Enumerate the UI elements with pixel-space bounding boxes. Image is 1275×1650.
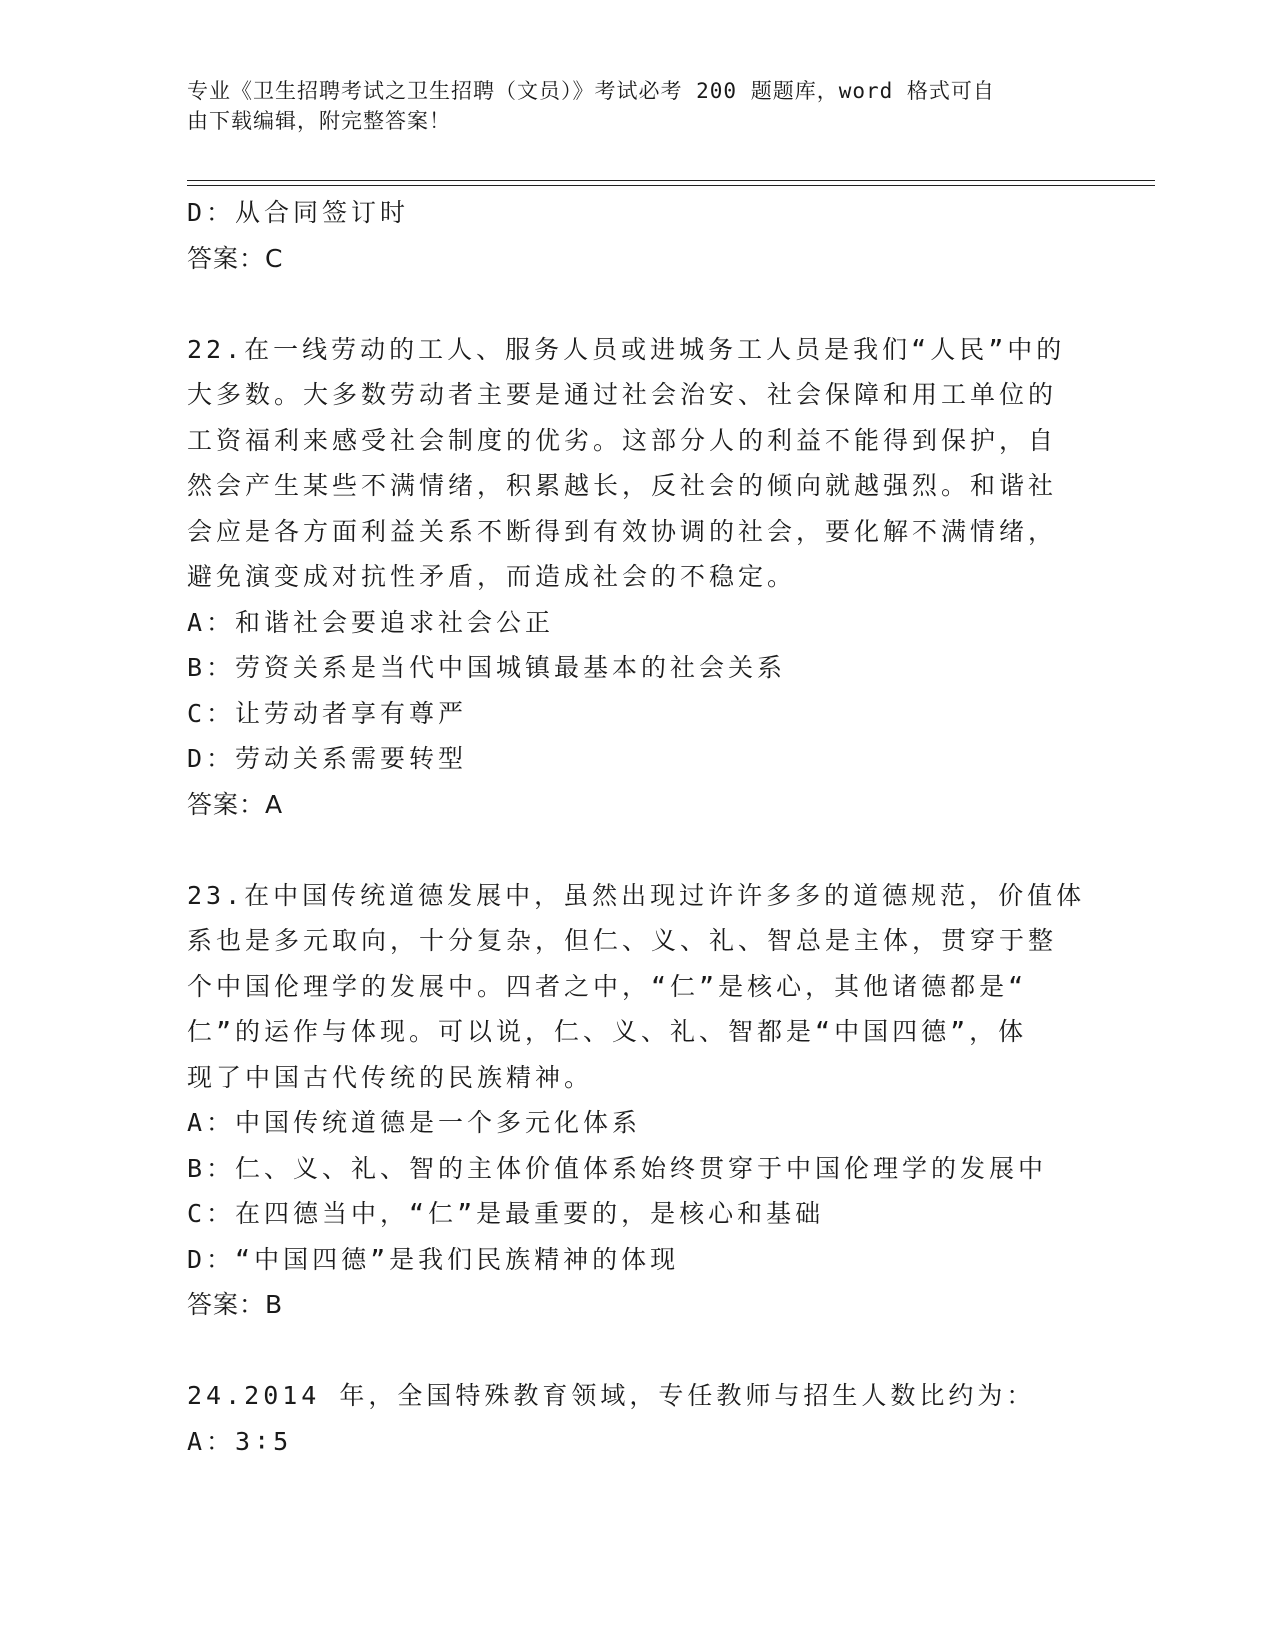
option-a: A：3∶5 [187,1426,293,1456]
answer-line: 答案：C [187,243,284,273]
question-text-line: 个中国伦理学的发展中。四者之中，“仁”是核心，其他诸德都是“ [187,971,1028,1001]
question-text-line: 大多数。大多数劳动者主要是通过社会治安、社会保障和用工单位的 [187,380,1058,409]
spacer [187,281,1087,327]
question-22 [187,327,1087,828]
question-text-line: 现了中国古代传统的民族精神。 [187,1062,594,1092]
option-a: A：中国传统道德是一个多元化体系 [187,1108,642,1137]
header-line-2: 由下载编辑，附完整答案！ [187,109,451,133]
header-divider-top [187,180,1155,181]
question-text-line: 然会产生某些不满情绪，积累越长，反社会的倾向就越强烈。和谐社 [187,471,1058,500]
header-line-1: 专业《卫生招聘考试之卫生招聘（文员）》考试必考 200 题题库，word 格式可自 [187,79,995,103]
document-body [187,190,1087,1464]
spacer [187,1328,1087,1374]
option-a: A：和谐社会要追求社会公正 [187,607,555,637]
question-text-line: 22.在一线劳动的工人、服务人员或进城务工人员是我们“人民”中的 [187,334,1066,364]
question-text-line: 会应是各方面利益关系不断得到有效协调的社会，要化解不满情绪， [187,516,1058,546]
option-d: D：“中国四德”是我们民族精神的体现 [187,1244,680,1274]
document-header [187,76,1067,136]
question-text-line: 24.2014 年，全国特殊教育领域，专任教师与招生人数比约为： [187,1381,1036,1410]
option-d: D：劳动关系需要转型 [187,744,468,773]
option-d: D：从合同签订时 [187,198,410,227]
header-divider-bottom [187,185,1155,186]
question-24 [187,1373,1087,1464]
question-text-line: 23.在中国传统道德发展中，虽然出现过许许多多的道德规范，价值体 [187,880,1086,910]
question-text-line: 仁”的运作与体现。可以说，仁、义、礼、智都是“中国四德”，体 [187,1017,1028,1046]
spacer [187,827,1087,873]
question-text-line: 系也是多元取向，十分复杂，但仁、义、礼、智总是主体，贯穿于整 [187,926,1058,955]
option-c: C：在四德当中，“仁”是最重要的，是核心和基础 [187,1199,825,1228]
option-b: B：仁、义、礼、智的主体价值体系始终贯穿于中国伦理学的发展中 [187,1153,1048,1183]
answer-line: 答案：A [187,789,284,819]
question-text-line: 避免演变成对抗性矛盾，而造成社会的不稳定。 [187,562,797,591]
answer-line: 答案：B [187,1290,284,1319]
question-23 [187,873,1087,1328]
option-b: B：劳资关系是当代中国城镇最基本的社会关系 [187,653,787,682]
option-c: C：让劳动者享有尊严 [187,698,468,728]
question-text-line: 工资福利来感受社会制度的优劣。这部分人的利益不能得到保护，自 [187,425,1058,455]
previous-question-tail [187,190,1087,281]
